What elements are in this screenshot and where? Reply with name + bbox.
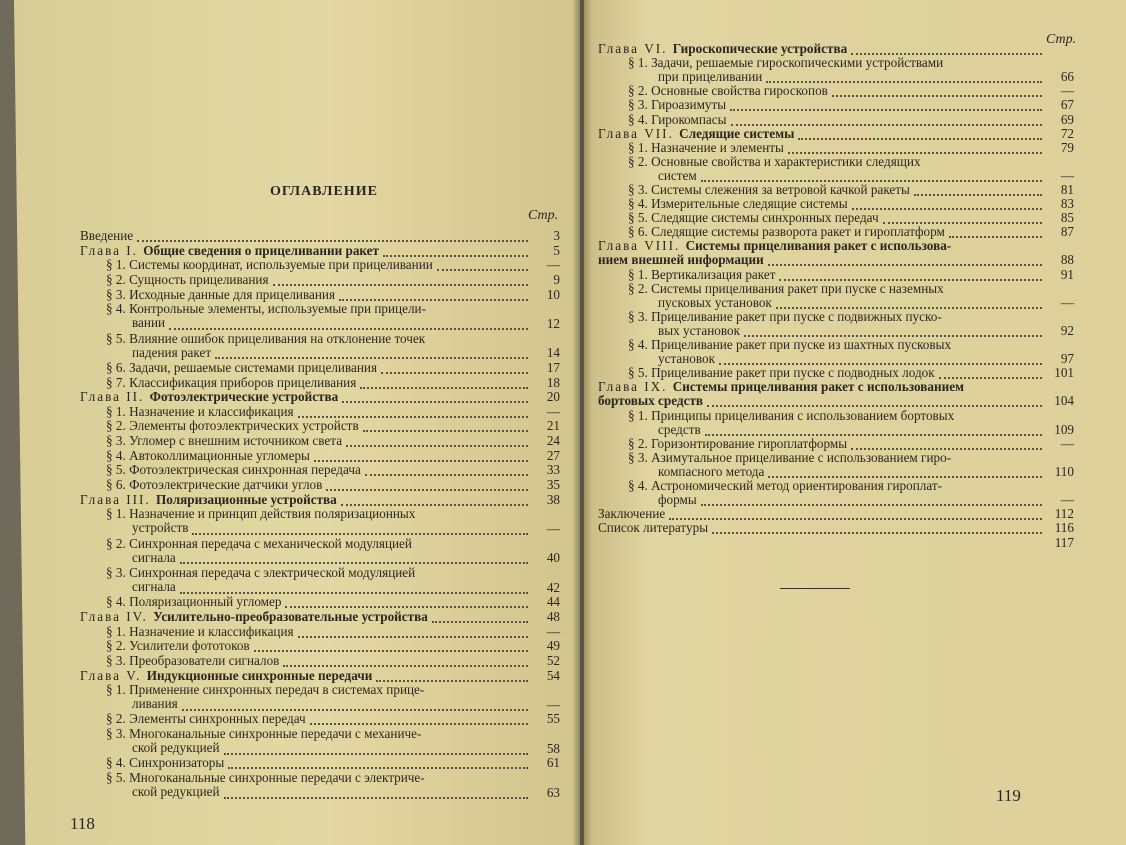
dot-leader [346, 431, 528, 447]
toc-entry [106, 756, 560, 771]
toc-entry [106, 771, 560, 800]
toc-entry-text-continued: пусковых установок [658, 294, 772, 310]
toc-entry-text-continued: при прицеливании [658, 69, 763, 85]
toc-entry-text: § 6. Задачи, решаемые системами прицеливания [106, 359, 378, 375]
toc-entry [106, 507, 560, 536]
toc-entry-text: § 2. Основные свойства гироскопов [628, 83, 828, 99]
chapter-prefix: Глава V. [80, 667, 147, 683]
chapter-prefix: Глава VI. [598, 41, 673, 56]
toc-entry-text-continued: сигнала [132, 578, 176, 594]
dot-leader [342, 387, 528, 403]
toc-page-number: 21 [546, 418, 560, 434]
dot-leader [180, 578, 528, 594]
page-column-label-left: Стр. [528, 208, 559, 223]
toc-entry-text: § 4. Астрономический метод ориентирования гироплат- [628, 478, 943, 494]
toc-entry-text: § 1. Назначение и классификация [106, 403, 294, 419]
toc-page-number: 55 [546, 711, 560, 727]
dot-leader [169, 314, 528, 330]
dot-leader [314, 446, 528, 462]
toc-entry-text: § 3. Прицеливание ракет при пуске с подвижных пуско- [628, 308, 942, 324]
toc-entry-text: § 5. Многоканальные синхронные передачи с электриче- [106, 770, 425, 786]
toc-entry [106, 537, 560, 566]
chapter-prefix: Глава III. [80, 491, 157, 507]
chapter-title: Гироскопические устройства [672, 41, 848, 56]
toc-page-number: 101 [1054, 365, 1074, 381]
toc-page-number: 66 [1060, 69, 1074, 85]
toc-entry [106, 712, 560, 727]
toc-page-number: 17 [546, 359, 560, 375]
toc-entry-text: § 2. Элементы фотоэлектрических устройств [106, 418, 359, 434]
toc-entry-text: § 4. Гирокомпасы [628, 111, 727, 127]
toc-entry-text: Введение [80, 228, 134, 243]
toc-entry [628, 409, 1074, 437]
end-rule [780, 588, 850, 589]
toc-page-number: 48 [546, 608, 560, 624]
toc-page-number: 18 [546, 374, 560, 390]
toc-entry-text: § 3. Преобразователи сигналов [106, 652, 280, 668]
toc-heading: ОГЛАВЛЕНИЕ [270, 184, 378, 199]
dot-leader [363, 416, 528, 432]
toc-page-number: 110 [1054, 463, 1074, 479]
toc-page-number: 49 [546, 638, 560, 654]
dot-leader [285, 592, 528, 608]
toc-entry-text: § 3. Синхронная передача с электрической модуляцией [106, 564, 416, 580]
toc-page-number: 35 [546, 477, 560, 493]
toc-page-number: 54 [546, 667, 560, 683]
toc-entry-text-continued: вых установок [658, 322, 740, 338]
toc-page-number: — [1060, 492, 1074, 508]
toc-entry-text [598, 127, 794, 141]
toc-entry [628, 155, 1074, 183]
toc-page-number: — [1060, 167, 1074, 183]
toc-entry-text: § 1. Назначение и принцип действия поляризационных [106, 506, 416, 522]
dot-leader [776, 293, 1042, 309]
toc-entry [106, 566, 560, 595]
toc-page-number: 10 [546, 286, 560, 302]
toc-page-number: 33 [546, 462, 560, 478]
chapter-title: Системы прицеливания ракет с использованием [672, 379, 965, 395]
toc-entry-text-continued: устройств [132, 520, 189, 536]
dot-leader [254, 636, 528, 652]
toc-page-number: — [546, 520, 560, 536]
toc-page-number: 38 [546, 491, 560, 507]
toc-entry [628, 310, 1074, 338]
toc-entry [628, 479, 1074, 507]
toc-entry-text: § 5. Прицеливание ракет при пуске с подводных лодок [628, 365, 935, 381]
toc-page-number: 104 [1054, 393, 1074, 409]
chapter-title: Системы прицеливания ракет с использова- [685, 238, 952, 254]
toc-page-number: — [546, 403, 560, 419]
toc-page-number: 91 [1060, 266, 1074, 282]
dot-leader [383, 241, 528, 257]
dot-leader [298, 402, 528, 418]
toc-entry [106, 683, 560, 712]
toc-entry-text: § 4. Контрольные элементы, используемые при прицели- [106, 301, 426, 317]
chapter-title: Поляризационные устройства [156, 491, 337, 507]
toc-page-number: 27 [546, 447, 560, 463]
dot-leader [851, 39, 1042, 55]
toc-entry-text: § 3. Угломер с внешним источником света [106, 433, 343, 449]
chapter-title: Усилительно-преобразовательные устройства [153, 608, 428, 624]
toc-page-number: 5 [553, 242, 560, 258]
chapter-title: Фотоэлектрические устройства [149, 389, 339, 405]
toc-chapter [80, 493, 560, 508]
toc-entry-text-continued: компасного метода [658, 463, 765, 479]
dot-leader [939, 363, 1042, 379]
toc-entry [106, 332, 560, 361]
book-gutter [572, 0, 592, 845]
dot-leader [339, 285, 528, 301]
chapter-prefix: Глава IX. [598, 379, 673, 395]
dot-leader [326, 475, 528, 491]
toc-entry-text: § 4. Синхронизаторы [106, 755, 225, 771]
toc-page-number: 79 [1060, 139, 1074, 155]
toc-page-number: 83 [1060, 196, 1074, 212]
dot-leader [768, 462, 1042, 478]
dot-leader [788, 138, 1042, 154]
dot-leader [192, 519, 528, 535]
toc-entry [628, 268, 1074, 282]
toc-entry-text: § 6. Следящие системы разворота ракет и гироплатформ [628, 224, 945, 240]
dot-leader [744, 321, 1042, 337]
toc-page-number: — [1060, 83, 1074, 99]
toc-page-number: 42 [546, 579, 560, 595]
toc-entry-text-continued: средств [658, 421, 701, 437]
toc-page-number: 88 [1060, 252, 1074, 268]
toc-entry-text-continued: систем [658, 167, 697, 183]
toc-entry-text-continued: установок [658, 351, 716, 367]
dot-leader [224, 739, 528, 755]
toc-entry-text: § 3. Исходные данные для прицеливания [106, 286, 336, 302]
toc-page-number: 40 [546, 550, 560, 566]
toc-entry-text: § 4. Автоколлимационные угломеры [106, 447, 310, 463]
dot-leader [341, 490, 528, 506]
toc-entry [106, 302, 560, 331]
toc-entry-text: § 4. Поляризационный угломер [106, 594, 282, 610]
toc-page-number: 92 [1060, 322, 1074, 338]
dot-leader [298, 622, 528, 638]
toc-page-number: 52 [546, 652, 560, 668]
toc-entry-text: § 5. Следящие системы синхронных передач [628, 210, 879, 226]
toc-chapter [598, 239, 1074, 267]
toc-entry-text: § 2. Синхронная передача с механической модуляцией [106, 535, 412, 551]
toc-entry-text: § 2. Основные свойства и характеристики следящих [628, 153, 921, 169]
page-number-right: 119 [996, 786, 1021, 805]
toc-page-number: 97 [1060, 351, 1074, 367]
toc-entry-text: § 1. Назначение и классификация [106, 623, 294, 639]
toc-entry [628, 225, 1074, 239]
dot-leader [712, 518, 1042, 534]
toc-entry-text [598, 42, 847, 56]
dot-leader [432, 607, 528, 623]
toc-entry-text-continued: вании [132, 315, 166, 331]
toc-page-number: — [1060, 294, 1074, 310]
toc-entry-text-continued: падения ракет [132, 344, 212, 360]
toc-entry-text: § 6. Фотоэлектрические датчики углов [106, 477, 323, 493]
toc-page-number: 117 [1054, 534, 1074, 550]
toc-page-number: 116 [1054, 520, 1074, 536]
toc-page-number: — [546, 696, 560, 712]
toc-entry-text-continued: нием внешней информации [598, 252, 764, 268]
toc-entry-text: § 1. Применение синхронных передач в системах прице- [106, 682, 425, 698]
toc-entry-text [80, 493, 337, 507]
toc-page-number: 44 [546, 594, 560, 610]
chapter-prefix: Глава VIII. [598, 238, 686, 254]
dot-leader [273, 270, 528, 286]
dot-leader [365, 460, 528, 476]
dot-leader [137, 226, 528, 242]
toc-page-number: 63 [546, 784, 560, 800]
chapter-prefix: Глава VII. [598, 125, 680, 141]
toc-entry-text [80, 244, 379, 258]
toc-entry-text-continued: сигнала [132, 549, 176, 565]
dot-leader [360, 373, 528, 389]
toc-page-number: — [546, 623, 560, 639]
toc-page-number: 14 [546, 345, 560, 361]
toc-entry-text [80, 669, 372, 683]
toc-entry-text: § 1. Назначение и элементы [628, 139, 784, 155]
toc-page-number: 109 [1054, 421, 1074, 437]
toc-entry-text: § 2. Усилители фототоков [106, 638, 250, 654]
toc-page-number: 20 [546, 389, 560, 405]
dot-leader [215, 343, 528, 359]
toc-entry [628, 141, 1074, 155]
toc-entry-text: Список литературы [598, 520, 709, 536]
toc-entry-text: § 5. Влияние ошибок прицеливания на отклонение точек [106, 330, 426, 346]
toc-entry [106, 288, 560, 303]
toc-entry-text: Заключение [598, 506, 666, 522]
toc-entry-text-continued: ливания [132, 696, 178, 712]
toc-page-number: 69 [1060, 111, 1074, 127]
toc-entry [598, 521, 1074, 535]
toc-entry-text: § 4. Измерительные следящие системы [628, 196, 848, 212]
toc-page-number: 58 [546, 740, 560, 756]
toc-entry [106, 727, 560, 756]
dot-leader [707, 391, 1042, 407]
toc-chapter [598, 380, 1074, 408]
dot-leader [437, 255, 528, 271]
toc-entry-text: § 3. Системы слежения за ветровой качкой ракеты [628, 182, 910, 197]
toc-entry [628, 338, 1074, 366]
toc-chapter [80, 669, 560, 684]
toc-entry [628, 56, 1074, 84]
toc-page-number: 112 [1054, 506, 1074, 522]
toc-entry-text: § 1. Принципы прицеливания с использованием бортовых [628, 407, 955, 423]
toc-page-number: 24 [546, 433, 560, 449]
toc-entry [628, 282, 1074, 310]
toc-page-number: 9 [553, 271, 560, 287]
toc-entry-text: § 1. Вертикализация ракет [628, 266, 776, 282]
toc-entry-text: § 3. Гироазимуты [628, 97, 727, 113]
toc-entry-text: § 4. Прицеливание ракет при пуске из шахтных пусковых [628, 337, 952, 353]
chapter-prefix: Глава IV. [80, 608, 154, 624]
toc-entry-text: § 2. Системы прицеливания ракет при пуске с наземных [628, 280, 944, 296]
chapter-title: Общие сведения о прицеливании ракет [143, 242, 380, 258]
toc-page-number: — [1060, 435, 1074, 451]
dot-leader [851, 434, 1042, 450]
dot-leader [180, 548, 528, 564]
dot-leader [376, 666, 528, 682]
chapter-prefix: Глава II. [80, 389, 150, 405]
chapter-title: Индукционные синхронные передачи [146, 667, 373, 683]
toc-entry-text: § 2. Сущность прицеливания [106, 271, 269, 287]
toc-entry-text-continued: бортовых средств [598, 393, 704, 409]
toc-page-number: 81 [1060, 182, 1074, 197]
toc-entry-text-continued: ской редукцией [132, 784, 220, 800]
chapter-prefix: Глава I. [80, 242, 144, 258]
toc-entry-text: § 3. Многоканальные синхронные передачи с механиче- [106, 726, 422, 742]
dot-leader [228, 753, 528, 769]
page-number-left: 118 [70, 814, 95, 833]
toc-entry [598, 536, 1074, 550]
dot-leader [310, 709, 528, 725]
dot-leader [283, 651, 528, 667]
toc-page-number: 61 [546, 755, 560, 771]
toc-entry [628, 366, 1074, 380]
toc-page-number: 67 [1060, 97, 1074, 113]
toc-page-number: 72 [1060, 125, 1074, 141]
dot-leader [779, 265, 1042, 281]
toc-chapter [598, 42, 1074, 56]
toc-entry-text: § 1. Задачи, решаемые гироскопическими устройствами [628, 55, 944, 71]
toc-page-number: — [546, 257, 560, 273]
toc-entry-text-continued: формы [658, 492, 697, 508]
page-column-label-right: Стр. [1046, 32, 1077, 47]
dot-leader [224, 783, 528, 799]
toc-entry-text: § 1. Системы координат, используемые при прицеливании [106, 257, 433, 273]
dot-leader [381, 358, 528, 374]
toc-page-number: 3 [553, 228, 560, 243]
toc-page-number: 87 [1060, 224, 1074, 240]
dot-leader [949, 222, 1042, 238]
toc-entry-text: § 7. Классификация приборов прицеливания [106, 374, 357, 390]
toc-page-number: 12 [546, 315, 560, 331]
toc-entry [628, 437, 1074, 451]
dot-leader [182, 695, 528, 711]
toc-entry-text-continued: ской редукцией [132, 740, 220, 756]
toc-entry-text: § 2. Элементы синхронных передач [106, 711, 306, 727]
toc-entry-text: § 2. Горизонтирование гироплатформы [628, 435, 848, 451]
toc-entry [628, 451, 1074, 479]
toc-page-number: 85 [1060, 210, 1074, 226]
chapter-title: Следящие системы [679, 125, 795, 141]
toc-entry-text: § 5. Фотоэлектрическая синхронная передача [106, 462, 361, 478]
toc-entry-text: § 3. Азимутальное прицеливание с использованием гиро- [628, 449, 952, 465]
